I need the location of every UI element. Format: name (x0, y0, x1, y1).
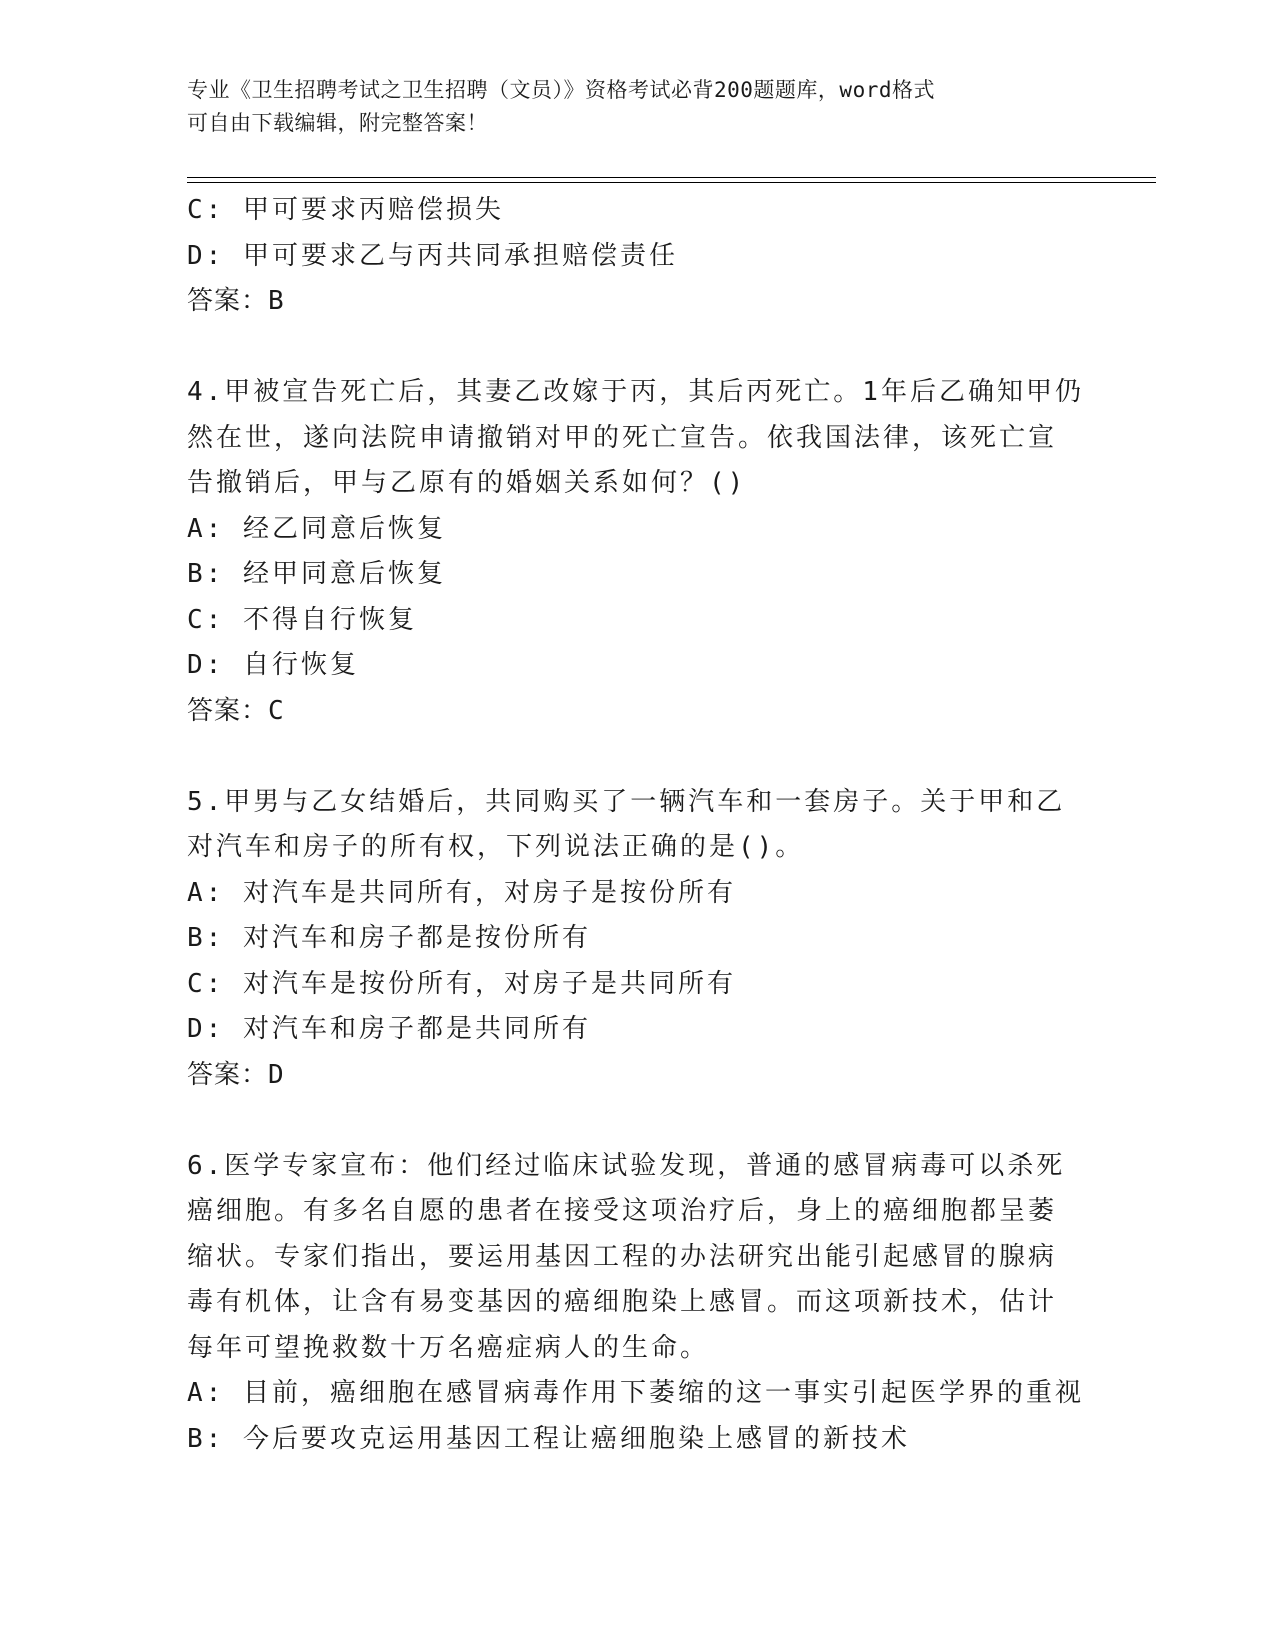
q5-text-line-1: 5.甲男与乙女结婚后，共同购买了一辆汽车和一套房子。关于甲和乙 (187, 786, 1066, 817)
header-rule-top (187, 177, 1156, 178)
q4-text-line-1: 4.甲被宣告死亡后，其妻乙改嫁于丙，其后丙死亡。1年后乙确知甲仍 (187, 377, 1084, 407)
q5-option-c: C: 对汽车是按份所有，对房子是共同所有 (187, 968, 736, 999)
q6-text-line-1: 6.医学专家宣布：他们经过临床试验发现，普通的感冒病毒可以杀死 (187, 1150, 1066, 1181)
q4-answer: 答案：C (187, 695, 285, 726)
q4-text-line-3: 告撤销后，甲与乙原有的婚姻关系如何？() (187, 468, 747, 498)
q3-answer: 答案：B (187, 286, 285, 316)
q5-option-a: A: 对汽车是共同所有，对房子是按份所有 (187, 877, 736, 908)
q3-option-d: D: 甲可要求乙与丙共同承担赔偿责任 (187, 240, 678, 271)
header-line-1: 专业《卫生招聘考试之卫生招聘（文员）》资格考试必背200题题库，word格式 (187, 78, 935, 102)
q5-option-d: D: 对汽车和房子都是共同所有 (187, 1014, 591, 1044)
spacer (187, 325, 1087, 371)
spacer (187, 1098, 1087, 1144)
q5-text-line-2: 对汽车和房子的所有权，下列说法正确的是()。 (187, 832, 805, 862)
q5-option-b: B: 对汽车和房子都是按份所有 (187, 923, 591, 953)
q5-answer: 答案：D (187, 1059, 285, 1090)
question-3-tail (187, 188, 1087, 325)
q3-option-c: C: 甲可要求丙赔偿损失 (187, 195, 504, 225)
question-6 (187, 1144, 1087, 1463)
q4-option-b: B: 经甲同意后恢复 (187, 559, 446, 589)
q6-option-b: B: 今后要攻克运用基因工程让癌细胞染上感冒的新技术 (187, 1423, 910, 1454)
q4-option-d: D: 自行恢复 (187, 650, 359, 680)
q6-text-line-2: 癌细胞。有多名自愿的患者在接受这项治疗后，身上的癌细胞都呈萎 (187, 1196, 1058, 1226)
q6-option-a: A: 目前，癌细胞在感冒病毒作用下萎缩的这一事实引起医学界的重视 (187, 1378, 1084, 1408)
question-content (187, 188, 1087, 1462)
header-line-2: 可自由下载编辑，附完整答案！ (187, 111, 488, 135)
q4-text-line-2: 然在世，遂向法院申请撤销对甲的死亡宣告。依我国法律，该死亡宣 (187, 422, 1058, 453)
q6-text-line-3: 缩状。专家们指出，要运用基因工程的办法研究出能引起感冒的腺病 (187, 1241, 1058, 1272)
q6-text-line-5: 每年可望挽救数十万名癌症病人的生命。 (187, 1332, 710, 1363)
question-4 (187, 370, 1087, 734)
q4-option-c: C: 不得自行恢复 (187, 604, 417, 635)
spacer (187, 734, 1087, 780)
q4-option-a: A: 经乙同意后恢复 (187, 513, 446, 544)
document-header (187, 74, 1087, 140)
q6-text-line-4: 毒有机体，让含有易变基因的癌细胞染上感冒。而这项新技术，估计 (187, 1287, 1058, 1317)
header-rule-bottom (187, 182, 1156, 183)
question-5 (187, 780, 1087, 1099)
